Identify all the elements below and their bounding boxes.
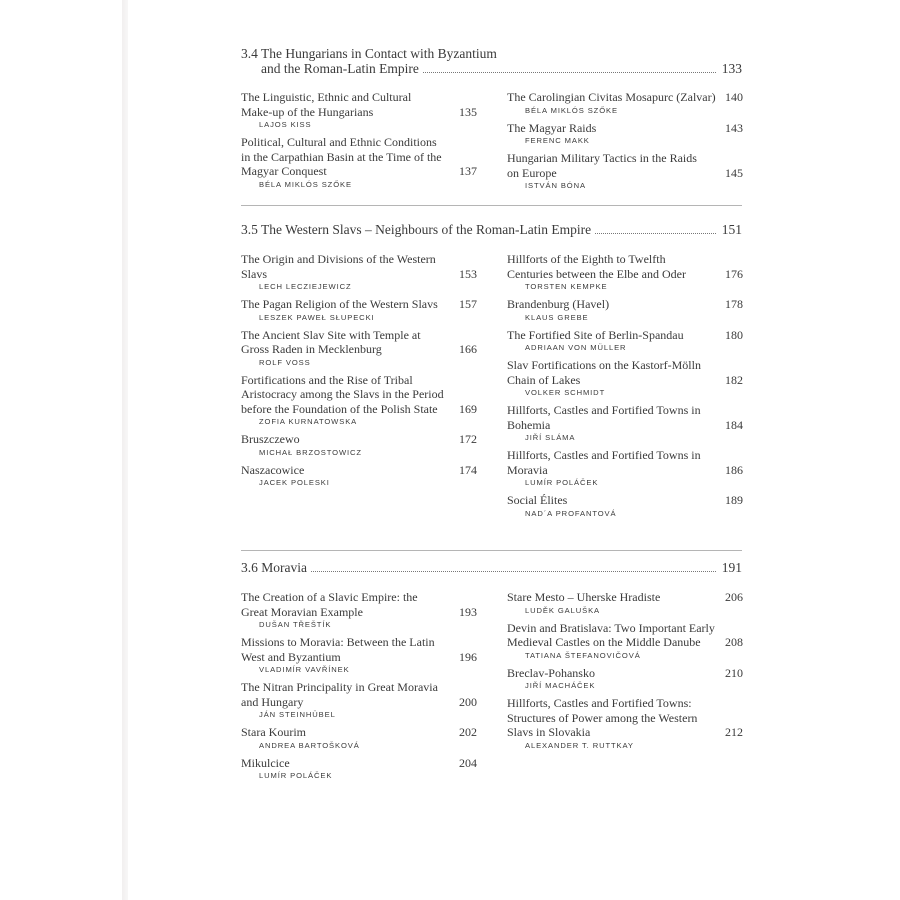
section-3-4: [241, 46, 742, 76]
column-right: [507, 590, 743, 756]
entry-author: KLAUS GREBE: [525, 312, 589, 322]
section-title: 3.5 The Western Slavs – Neighbours of the Roman-Latin Empire: [241, 222, 595, 237]
entry-page: 200: [459, 694, 477, 709]
entry-author: LECH LECZIEJEWICZ: [259, 282, 352, 291]
entry-author: ANDREA BARTOŠKOVÁ: [259, 740, 360, 750]
section-divider: [241, 550, 742, 551]
column-right: [507, 252, 743, 524]
entry-page: 206: [725, 590, 743, 604]
entry-page: 182: [725, 372, 743, 387]
entry-page: 176: [725, 266, 743, 281]
entry-title: The Creation of a Slavic Empire: the Great Moravian Example: [241, 590, 418, 619]
section-divider: [241, 205, 742, 206]
entry-author: LAJOS KISS: [259, 120, 312, 129]
entry-author: LUMÍR POLÁČEK: [525, 478, 599, 487]
entry-title: Hillforts, Castles and Fortified Towns in Moravia: [507, 448, 701, 477]
toc-entry[interactable]: [507, 666, 743, 692]
entry-author: DUŠAN TŘEŠTÍK: [259, 620, 332, 629]
entry-page: 137: [459, 164, 477, 178]
entry-author: JÁN STEINHÜBEL: [259, 710, 336, 719]
column-left: [241, 590, 477, 786]
entry-title: Mikulcice: [241, 755, 290, 770]
section-3-5: [241, 222, 742, 237]
entry-title: Social Élites: [507, 493, 568, 507]
entry-title: The Ancient Slav Site with Temple at Gross Raden in Mecklenburg: [241, 327, 421, 356]
toc-entry[interactable]: [507, 403, 743, 443]
entry-page: 186: [725, 462, 743, 477]
toc-entry[interactable]: [507, 358, 743, 398]
toc-entry[interactable]: [241, 590, 477, 630]
toc-entry[interactable]: [507, 621, 743, 661]
section-page: 133: [716, 61, 742, 76]
section-page: 151: [716, 222, 742, 237]
entry-page: 145: [725, 165, 743, 180]
toc-entry[interactable]: [241, 90, 477, 130]
column-right: [507, 90, 743, 196]
entry-title: The Fortified Site of Berlin-Spandau: [507, 327, 684, 342]
entry-title: The Pagan Religion of the Western Slavs: [241, 297, 438, 311]
toc-entry[interactable]: [507, 252, 743, 292]
entry-author: FERENC MAKK: [525, 136, 590, 145]
entry-author: JIŘÍ SLÁMA: [525, 433, 576, 442]
entry-author: LESZEK PAWEŁ SŁUPECKI: [259, 312, 375, 322]
entry-author: ISTVÁN BÓNA: [525, 181, 586, 190]
section-3-6: [241, 560, 742, 575]
toc-entry[interactable]: [241, 725, 477, 751]
entry-page: 193: [459, 604, 477, 619]
entry-title: Hillforts, Castles and Fortified Towns in Bohemia: [507, 403, 701, 432]
entry-title: Fortifications and the Rise of Tribal Aristocracy among the Slavs in the Period before the Foundation of the Polish State: [241, 372, 444, 416]
section-heading: [241, 560, 742, 575]
entry-author: BÉLA MIKLÓS SZŐKE: [259, 179, 352, 189]
entry-page: 196: [459, 649, 477, 664]
section-heading: [241, 46, 742, 76]
entry-author: ADRIAAN VON MÜLLER: [525, 343, 627, 352]
entry-author: TORSTEN KEMPKE: [525, 282, 608, 291]
entry-page: 135: [459, 104, 477, 119]
column-left: [241, 90, 477, 195]
column-left: [241, 252, 477, 493]
entry-title: Breclav-Pohansko: [507, 665, 595, 680]
entry-page: 180: [725, 327, 743, 342]
entry-author: VLADIMÍR VAVŘÍNEK: [259, 665, 350, 674]
toc-entry[interactable]: [241, 297, 477, 323]
toc-entry[interactable]: [241, 373, 477, 428]
section-title-cont: and the Roman-Latin Empire: [241, 61, 423, 76]
toc-entry[interactable]: [507, 328, 743, 354]
section-page: 191: [716, 560, 742, 575]
entry-page: 189: [725, 493, 743, 507]
entry-title: The Origin and Divisions of the Western Slavs: [241, 252, 436, 281]
entry-author: ZOFIA KURNATOWSKA: [259, 417, 358, 426]
entry-title: Devin and Bratislava: Two Important Early Medieval Castles on the Middle Danube: [507, 620, 715, 649]
toc-entry[interactable]: [241, 680, 477, 720]
entry-title: Bruszczewo: [241, 432, 300, 446]
entry-title: Brandenburg (Havel): [507, 297, 610, 311]
toc-entry[interactable]: [241, 756, 477, 782]
entry-page: 184: [725, 417, 743, 432]
toc-entry[interactable]: [241, 328, 477, 368]
entry-author: MICHAŁ BRZOSTOWICZ: [259, 447, 362, 457]
entry-author: ROLF VOSS: [259, 357, 311, 367]
entry-page: 210: [725, 665, 743, 680]
toc-entry[interactable]: [241, 252, 477, 292]
entry-page: 208: [725, 635, 743, 649]
entry-author: JIŘÍ MACHÁČEK: [525, 681, 596, 690]
toc-entry[interactable]: [507, 297, 743, 323]
entry-title: Naszacowice: [241, 462, 305, 477]
entry-author: VOLKER SCHMIDT: [525, 388, 606, 397]
entry-title: The Linguistic, Ethnic and Cultural Make-up of the Hungarians: [241, 90, 412, 119]
toc-entry[interactable]: [507, 90, 743, 116]
entry-page: 140: [725, 90, 743, 104]
entry-title: Slav Fortifications on the Kastorf-Mölln Chain of Lakes: [507, 358, 701, 387]
toc-entry[interactable]: [507, 590, 743, 616]
entry-page: 143: [725, 120, 743, 135]
toc-entry[interactable]: [507, 448, 743, 488]
toc-entry[interactable]: [241, 135, 477, 190]
entry-page: 153: [459, 266, 477, 281]
entry-page: 204: [459, 755, 477, 770]
entry-page: 174: [459, 462, 477, 477]
toc-entry[interactable]: [507, 151, 743, 191]
entry-title: Missions to Moravia: Between the Latin West and Byzantium: [241, 635, 435, 664]
entry-page: 166: [459, 342, 477, 356]
section-title: 3.6 Moravia: [241, 560, 311, 575]
leader-dots: [241, 571, 720, 572]
entry-author: ALEXANDER T. RUTTKAY: [525, 740, 634, 750]
entry-page: 202: [459, 725, 477, 739]
entry-author: TATIANA ŠTEFANOVIČOVÁ: [525, 650, 641, 660]
entry-title: Hillforts, Castles and Fortified Towns: Structures of Power among the Western Slavs in Slovakia: [507, 696, 698, 739]
toc-entry[interactable]: [241, 463, 477, 489]
entry-page: 157: [459, 297, 477, 311]
entry-author: JACEK POLESKI: [259, 478, 330, 487]
toc-entry[interactable]: [507, 696, 743, 751]
entry-title: Political, Cultural and Ethnic Conditions in the Carpathian Basin at the Time of the Magyar Conquest: [241, 135, 442, 178]
entry-author: BÉLA MIKLÓS SZŐKE: [525, 105, 618, 115]
section-heading: [241, 222, 742, 237]
entry-page: 212: [725, 725, 743, 739]
entry-title: Hungarian Military Tactics in the Raids on Europe: [507, 151, 697, 180]
entry-title: The Carolingian Civitas Mosapurc (Zalvar): [507, 90, 716, 104]
toc-entry[interactable]: [241, 635, 477, 675]
entry-page: 172: [459, 432, 477, 446]
entry-page: 178: [725, 297, 743, 311]
entry-author: NAD´A PROFANTOVÁ: [525, 508, 617, 518]
toc-entry[interactable]: [507, 121, 743, 147]
entry-title: The Nitran Principality in Great Moravia and Hungary: [241, 680, 438, 709]
entry-title: Hillforts of the Eighth to Twelfth Centuries between the Elbe and Oder: [507, 252, 686, 281]
section-title: 3.4 The Hungarians in Contact with Byzantium: [241, 46, 501, 61]
entry-title: The Magyar Raids: [507, 120, 597, 135]
entry-title: Stara Kourim: [241, 725, 306, 739]
entry-author: LUMÍR POLÁČEK: [259, 771, 333, 780]
entry-author: LUDĚK GALUŠKA: [525, 605, 601, 615]
toc-entry[interactable]: [241, 432, 477, 458]
entry-page: 169: [459, 401, 477, 416]
toc-entry[interactable]: [507, 493, 743, 519]
entry-title: Stare Mesto – Uherske Hradiste: [507, 590, 661, 604]
